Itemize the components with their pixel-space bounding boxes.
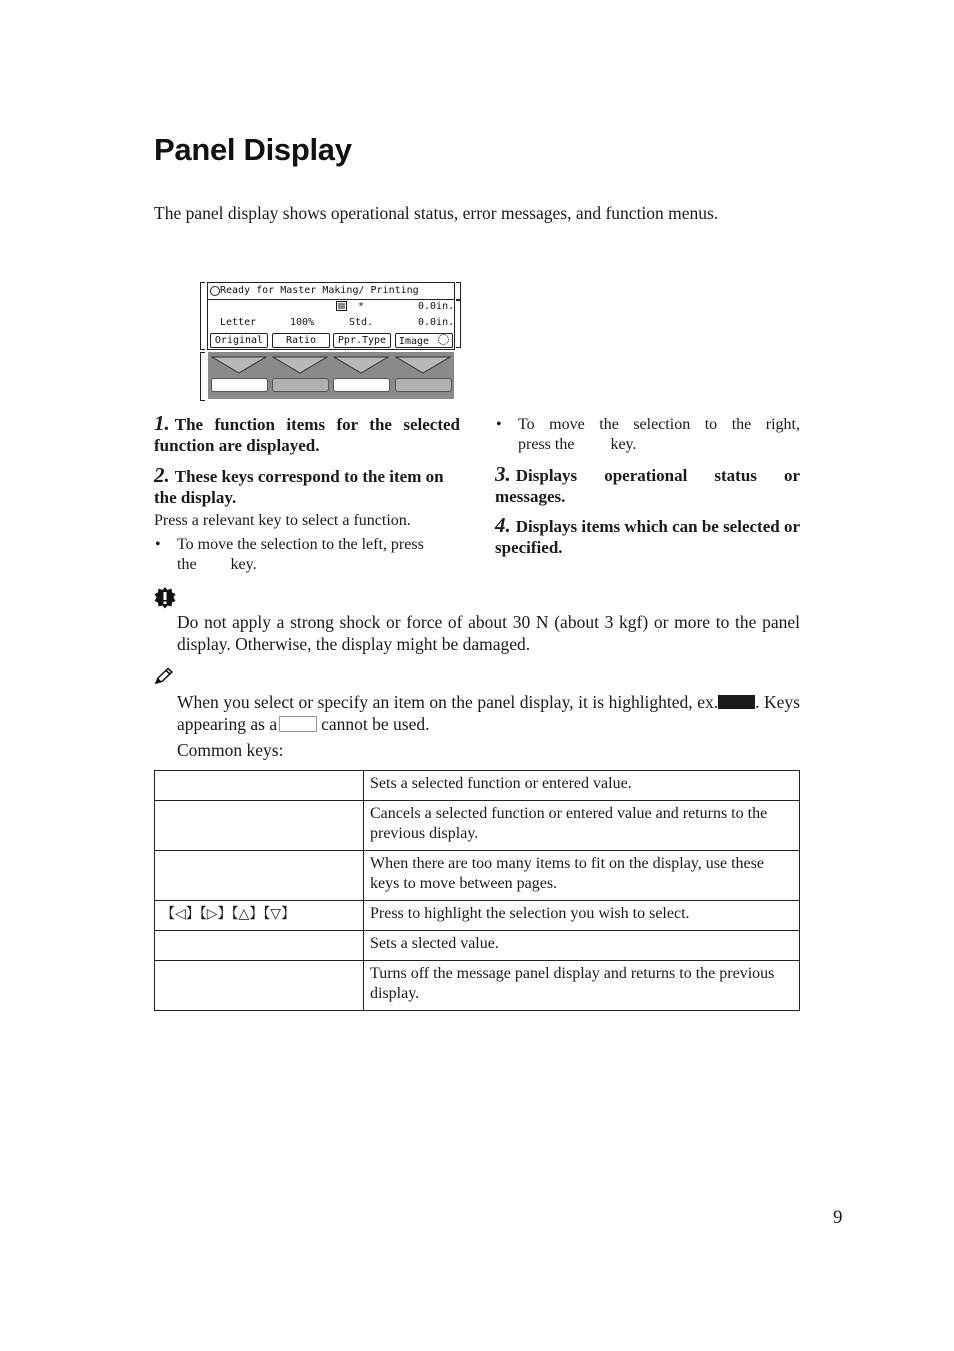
lcd-ratio: 100% <box>290 317 315 328</box>
bullet-left: • To move the selection to the left, press the key. <box>177 535 462 575</box>
note-text-part1: When you select or specify an item on the panel display, it is highlighted, ex. <box>177 692 719 712</box>
panel-display-figure <box>200 282 456 400</box>
note-text-part3: cannot be used. <box>321 714 430 734</box>
highlight-example-swatch <box>718 695 755 709</box>
item-2-body: Press a relevant key to select a function. <box>154 512 411 529</box>
note-text <box>177 691 800 735</box>
item-2-text: These keys correspond to the item on the display. <box>154 467 444 507</box>
bullet-left-the: the <box>177 556 197 573</box>
item-3-text: Displays operational status or messages. <box>495 466 800 506</box>
common-keys-table <box>154 770 800 1011</box>
important-icon <box>154 587 176 609</box>
bullet-right-key: key. <box>610 436 637 453</box>
key-cell <box>155 851 364 901</box>
lcd-status-line <box>208 283 454 300</box>
item-3-number: 3. <box>495 462 511 486</box>
key-cell <box>155 771 364 801</box>
item-1-number: 1. <box>154 411 170 435</box>
lcd-menu-image-label: Image <box>398 336 430 347</box>
item-1-text: The function items for the selected function are displayed. <box>154 415 460 455</box>
callout-bracket-1 <box>200 282 205 350</box>
callout-bracket-3 <box>456 282 461 300</box>
note-pencil-icon <box>154 667 174 685</box>
key-cell <box>155 961 364 1011</box>
selection-key-1[interactable] <box>211 378 268 392</box>
intro-paragraph: The panel display shows operational status, error messages, and function menus. <box>154 203 719 223</box>
disabled-key-example-swatch <box>279 716 317 732</box>
bullet-right-line2 <box>518 435 800 455</box>
page-number: 9 <box>833 1207 843 1228</box>
page-title: Panel Display <box>154 132 352 167</box>
table-row <box>155 961 800 1011</box>
bullet-right-line1: To move the selection to the right, <box>518 416 800 433</box>
arrow-keys-cell: 【◁】【▷】【△】【▽】 <box>155 901 364 931</box>
common-keys-label: Common keys: <box>177 740 284 760</box>
selection-keys-area <box>208 352 454 399</box>
table-row <box>155 771 800 801</box>
bullet-left-line1: To move the selection to the left, press <box>177 536 424 553</box>
selection-key-3[interactable] <box>333 378 390 392</box>
lcd-menu-paper-type[interactable]: Ppr.Type <box>333 333 391 348</box>
table-row <box>155 931 800 961</box>
ready-circle-icon <box>210 286 220 296</box>
item-4-number: 4. <box>495 513 511 537</box>
item-4 <box>495 515 800 558</box>
lcd-star: * <box>358 301 365 312</box>
image-density-icon <box>438 334 449 345</box>
lcd-status-text: Ready for Master Making/ Printing <box>220 285 419 296</box>
lcd-paper-size: Letter <box>220 317 257 328</box>
table-row <box>155 851 800 901</box>
lcd-menu-image[interactable] <box>395 333 453 348</box>
selection-key-2[interactable] <box>272 378 329 392</box>
item-2-number: 2. <box>154 463 170 487</box>
lcd-screen <box>207 282 455 350</box>
key-wedge-icon-1 <box>211 356 267 374</box>
item-1 <box>154 413 460 456</box>
lcd-menu-ratio[interactable]: Ratio <box>272 333 330 348</box>
lcd-menu-original[interactable]: Original <box>210 333 268 348</box>
key-wedge-icon-3 <box>333 356 389 374</box>
table-row <box>155 901 800 931</box>
lcd-length-a: 0.0in. <box>418 301 455 312</box>
item-2 <box>154 465 460 508</box>
desc-cell: Sets a selected function or entered value. <box>364 771 800 801</box>
table-row <box>155 801 800 851</box>
desc-cell: When there are too many items to fit on the display, use these keys to move between pages. <box>364 851 800 901</box>
bullet-right-press-the: press the <box>518 436 575 453</box>
paper-tray-icon <box>336 301 347 314</box>
lcd-length-b: 0.0in. <box>418 317 455 328</box>
item-3 <box>495 464 800 507</box>
selection-key-4[interactable] <box>395 378 452 392</box>
bullet-left-key: key. <box>230 556 257 573</box>
desc-cell: Turns off the message panel display and returns to the previous display. <box>364 961 800 1011</box>
key-cell <box>155 801 364 851</box>
item-4-text: Displays items which can be selected or specified. <box>495 517 801 557</box>
lcd-paper-type: Std. <box>349 317 374 328</box>
key-cell <box>155 931 364 961</box>
important-text: Do not apply a strong shock or force of about 30 N (about 3 kgf) or more to the panel display. Otherwise, the display might be damaged. <box>177 612 800 654</box>
bullet-right: • To move the selection to the right, press the key. <box>496 416 800 453</box>
callout-bracket-2 <box>200 352 205 401</box>
bullet-left-line2 <box>177 555 462 575</box>
callout-bracket-4 <box>456 300 461 348</box>
key-wedge-icon-4 <box>395 356 451 374</box>
desc-cell: Cancels a selected function or entered value and returns to the previous display. <box>364 801 800 851</box>
desc-cell: Sets a slected value. <box>364 931 800 961</box>
desc-cell: Press to highlight the selection you wish to select. <box>364 901 800 931</box>
note-text-part2: . Keys appearing as a <box>177 692 800 734</box>
key-wedge-icon-2 <box>272 356 328 374</box>
